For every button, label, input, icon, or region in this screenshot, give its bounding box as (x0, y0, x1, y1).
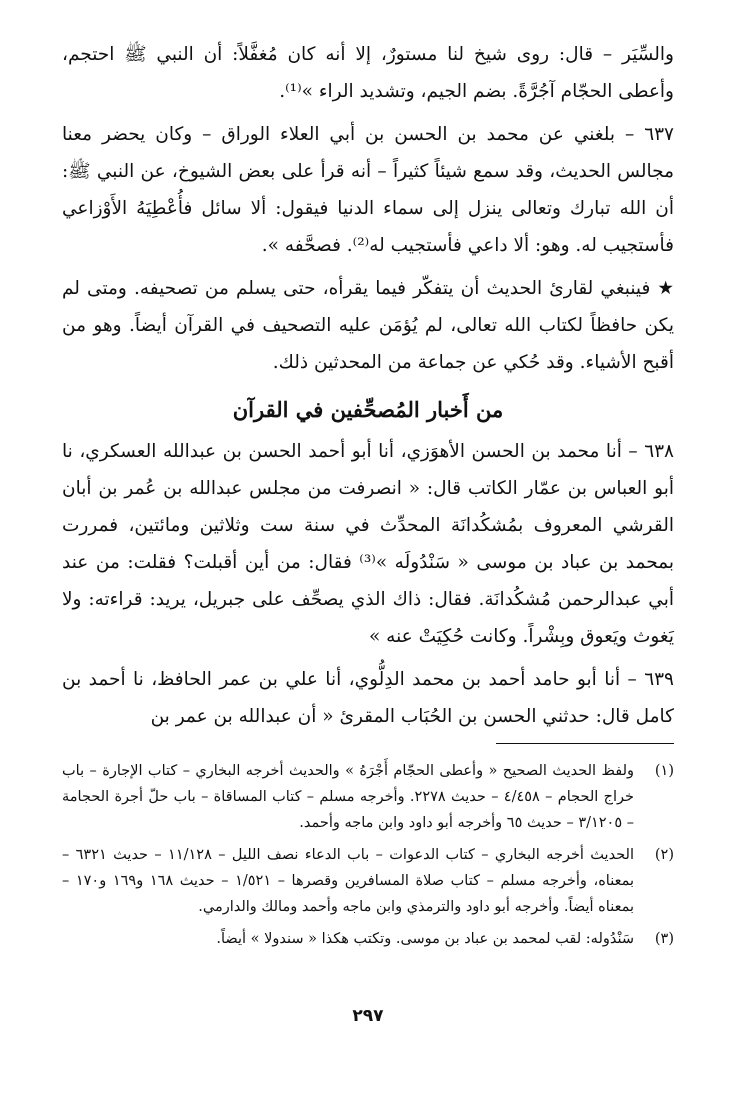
footnote-item (62, 926, 674, 952)
page-number: ٢٩٧ (352, 1006, 384, 1026)
footnote-text: سَنْدُوله: لقب لمحمد بن عباد بن موسى. وتكتب هكذا « سندولا » أيضاً. (216, 931, 634, 947)
section-heading: من أَخبار المُصحِّفين في القرآن (232, 397, 504, 422)
paragraph-638: ٦٣٨ – أنا محمد بن الحسن الأهوَزي، أنا أبو أحمد الحسن بن عبدالله العسكري، نا أبو العباس بن عمّار الكاتب قال: « انصرفت من مجلس عبدالله بن عُمر بن أبان القرشي المعروف بمُشكُدانَة المحدِّث في سنة ست وثلاثين ومائتين، فمررت بمحمد بن عباد بن موسى « سَنْدُولَه »⁽³⁾ فقال: من أين أقبلت؟ فقلت: من عند أبي عبدالرحمن مُشكُدانَة. فقال: ذاك الذي يصحِّف على جبريل، يريد: قراءته: ولا يَغوث ويَعوق وبِشْراً. وكانت حُكِيَتْ عنه » (62, 441, 674, 647)
footnote-item (62, 758, 674, 836)
footnote-text: ولفظ الحديث الصحيح « وأعطى الحجّام أَجْرَهُ » والحديث أخرجه البخاري – كتاب الإجارة – باب خراج الحجام – ٤/٤٥٨ – حديث ٢٢٧٨. وأخرجه مسلم – كتاب المساقاة – باب حلّ أجرة الحجامة – ٣/١٢٠٥ – حديث ٦٥ وأخرجه أبو داود وابن ماجه وأحمد. (62, 763, 634, 831)
footnote-number: (١) (654, 763, 674, 779)
paragraph-637: ٦٣٧ – بلغني عن محمد بن الحسن بن أبي العلاء الوراق – وكان يحضر معنا مجالس الحديث، وقد سمع شيئاً كثيراً – أنه قرأ على بعض الشيوخ، عن النبي ﷺ: أن الله تبارك وتعالى ينزل إلى سماء الدنيا فيقول: ألا سائل فأُعْطِيَهُ الأَوْزاعي فأستجيب له. وهو: ألا داعي فأستجيب له⁽²⁾. فصحَّفه ». (62, 124, 674, 256)
footnote-number: (٣) (654, 931, 674, 947)
paragraph-639: ٦٣٩ – أنا أبو حامد أحمد بن محمد الدِلُّوي، أنا علي بن عمر الحافظ، نا أحمد بن كامل قال: حدثني الحسن بن الحُبَاب المقرئ « أن عبدالله بن عمر بن (62, 669, 674, 727)
footnote-item (62, 842, 674, 920)
paragraph-note: ★ فينبغي لقارئ الحديث أن يتفكّر فيما يقرأه، حتى يسلم من تصحيفه. ومتى لم يكن حافظاً لكتاب الله تعالى، لم يُؤمَن عليه التصحيف في القرآن أيضاً. وهو من أقبح الأشياء. وقد حُكي عن جماعة من المحدثين ذلك. (62, 278, 674, 373)
footnotes (62, 758, 674, 952)
footnote-number: (٢) (654, 847, 674, 863)
page-content (62, 36, 674, 958)
footnote-text: الحديث أخرجه البخاري – كتاب الدعوات – باب الدعاء نصف الليل – ١١/١٢٨ – حديث ٦٣٢١ – بمعناه، وأخرجه مسلم – كتاب صلاة المسافرين وقصرها – ١/٥٢١ – حديث ١٦٨ و١٦٩ و١٧٠ – بمعناه أيضاً. وأخرجه أبو داود والترمذي وابن ماجه وأحمد ومالك والدارمي. (62, 847, 635, 915)
footnote-separator (496, 743, 674, 744)
paragraph-continuation: والسِّيَر – قال: روى شيخ لنا مستورٌ، إلا أنه كان مُغفَّلاً: أن النبي ﷺ احتجم، وأعطى الحجّام آجُرَّةً. بضم الجيم، وتشديد الراء »⁽¹⁾. (62, 44, 674, 102)
